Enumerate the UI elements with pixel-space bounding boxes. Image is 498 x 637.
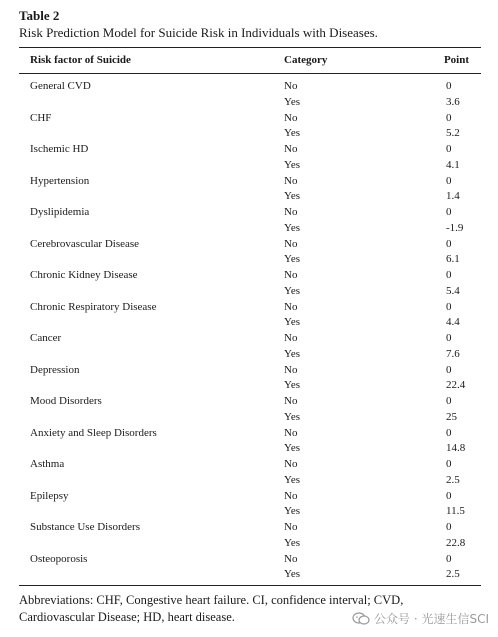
table-row (19, 473, 481, 489)
table-row (19, 111, 481, 127)
table-row (19, 504, 481, 520)
table-row (19, 268, 481, 284)
point-cell: 2.5 (446, 473, 460, 486)
table-row (19, 237, 481, 253)
header-category: Category (284, 54, 328, 66)
risk-factor-cell: Osteoporosis (30, 552, 88, 565)
table-row (19, 552, 481, 568)
table-row-group (19, 142, 481, 174)
category-cell: Yes (284, 568, 301, 581)
point-cell: 0 (446, 237, 452, 250)
category-cell: Yes (284, 442, 301, 455)
risk-factor-cell: Mood Disorders (30, 395, 102, 407)
category-cell: No (284, 206, 298, 218)
table-row-group (19, 300, 481, 332)
table-row-group (19, 111, 481, 143)
point-cell: 5.4 (446, 284, 460, 297)
category-cell: Yes (284, 410, 301, 423)
category-cell: Yes (284, 127, 301, 140)
table-row (19, 441, 481, 457)
table-row (19, 520, 481, 536)
category-cell: No (284, 80, 298, 92)
category-cell: No (284, 237, 298, 250)
bottom-rule (19, 585, 481, 586)
table-row (19, 79, 481, 95)
category-cell: Yes (284, 221, 301, 234)
point-cell: 2.5 (446, 568, 460, 581)
category-cell: Yes (284, 158, 301, 171)
risk-factor-cell: Epilepsy (30, 489, 69, 502)
table-row (19, 378, 481, 394)
category-cell: Yes (284, 190, 301, 203)
point-cell: 0 (446, 300, 452, 313)
table-row-group (19, 79, 481, 111)
table-row (19, 331, 481, 347)
table-row-group (19, 331, 481, 363)
point-cell: 7.6 (446, 347, 460, 360)
table-row (19, 221, 481, 237)
category-cell: No (284, 552, 298, 565)
table-row-group (19, 426, 481, 458)
table-row-group (19, 457, 481, 489)
category-cell: No (284, 426, 298, 439)
risk-factor-cell: Ischemic HD (30, 143, 89, 155)
category-cell: Yes (284, 316, 301, 329)
table-row-group (19, 205, 481, 237)
risk-factor-cell: Substance Use Disorders (30, 521, 140, 533)
point-cell: 0 (446, 111, 452, 124)
table-row (19, 174, 481, 190)
point-cell: 11.5 (446, 505, 465, 518)
point-cell: 0 (446, 269, 452, 281)
category-cell: Yes (284, 536, 301, 549)
category-cell: No (284, 269, 298, 281)
point-cell: 0 (446, 80, 452, 92)
table-row (19, 410, 481, 426)
category-cell: Yes (284, 284, 301, 297)
risk-factor-cell: Anxiety and Sleep Disorders (30, 426, 157, 439)
wechat-icon (352, 612, 370, 625)
category-cell: Yes (284, 347, 301, 360)
table-row-group (19, 237, 481, 269)
category-cell: No (284, 111, 298, 124)
category-cell: No (284, 300, 298, 313)
table-row (19, 347, 481, 363)
table-caption: Risk Prediction Model for Suicide Risk in Individuals with Diseases. (19, 25, 378, 40)
table-row (19, 457, 481, 473)
risk-factor-cell: Chronic Kidney Disease (30, 269, 138, 281)
point-cell: 0 (446, 363, 452, 376)
table-row-group (19, 363, 481, 395)
risk-factor-cell: Cerebrovascular Disease (30, 237, 140, 250)
table-row (19, 536, 481, 552)
point-cell: 0 (446, 458, 452, 470)
point-cell: 6.1 (446, 253, 460, 266)
risk-factor-cell: Depression (30, 363, 80, 376)
risk-factor-cell: CHF (30, 111, 52, 124)
point-cell: 0 (446, 395, 452, 407)
point-cell: 0 (446, 174, 452, 187)
point-cell: 4.1 (446, 158, 460, 171)
point-cell: 0 (446, 332, 452, 344)
header-risk-factor: Risk factor of Suicide (30, 54, 131, 66)
risk-factor-cell: Chronic Respiratory Disease (30, 300, 157, 313)
header-point: Point (443, 54, 469, 66)
table-row (19, 315, 481, 331)
point-cell: 0 (446, 426, 452, 439)
point-cell: 25 (446, 410, 457, 423)
watermark (352, 610, 489, 627)
point-cell: 0 (446, 552, 452, 565)
table-row-group (19, 268, 481, 300)
point-cell: 0 (446, 206, 452, 218)
risk-factor-cell: Cancer (30, 332, 62, 344)
point-cell: 0 (446, 143, 452, 155)
table-row (19, 142, 481, 158)
table-header (19, 48, 481, 73)
table-row-group (19, 394, 481, 426)
point-cell: 14.8 (446, 442, 466, 455)
point-cell: 0 (446, 521, 452, 533)
point-cell: 0 (446, 489, 452, 502)
category-cell: No (284, 143, 298, 155)
table-body (19, 74, 481, 583)
table-row (19, 489, 481, 505)
table-row-group (19, 520, 481, 552)
category-cell: No (284, 489, 298, 502)
risk-factor-cell: Asthma (30, 458, 65, 470)
table-label: Table 2 (19, 8, 60, 23)
table-row (19, 567, 481, 583)
risk-factor-cell: Hypertension (30, 174, 90, 187)
category-cell: No (284, 332, 298, 344)
point-cell: 1.4 (446, 190, 460, 203)
risk-factor-cell: General CVD (30, 80, 91, 92)
category-cell: Yes (284, 505, 301, 518)
point-cell: 5.2 (446, 127, 460, 140)
risk-factor-cell: Dyslipidemia (30, 206, 90, 218)
point-cell: -1.9 (446, 221, 464, 234)
table-row (19, 189, 481, 205)
table-row (19, 126, 481, 142)
table-row (19, 252, 481, 268)
category-cell: No (284, 521, 298, 533)
watermark-text: 公众号 · 光速生信SCI (374, 612, 489, 626)
table-row (19, 426, 481, 442)
category-cell: Yes (284, 95, 301, 108)
category-cell: No (284, 458, 298, 470)
table-row (19, 284, 481, 300)
table-row (19, 158, 481, 174)
category-cell: Yes (284, 253, 301, 266)
point-cell: 22.8 (446, 536, 466, 549)
category-cell: No (284, 395, 298, 407)
table-container (19, 8, 481, 626)
table-row-group (19, 489, 481, 521)
category-cell: Yes (284, 473, 301, 486)
table-row (19, 95, 481, 111)
category-cell: No (284, 363, 298, 376)
point-cell: 3.6 (446, 95, 460, 108)
table-row-group (19, 552, 481, 584)
point-cell: 22.4 (446, 379, 466, 392)
table-row (19, 205, 481, 221)
table-row (19, 300, 481, 316)
table-row (19, 363, 481, 379)
table-row (19, 394, 481, 410)
point-cell: 4.4 (446, 316, 460, 329)
table-row-group (19, 174, 481, 206)
table-footnote: Abbreviations: CHF, Congestive heart failure. CI, confidence interval; CVD, Cardiovascular Disease; HD, heart disease. (19, 593, 404, 624)
category-cell: Yes (284, 379, 301, 392)
category-cell: No (284, 174, 298, 187)
